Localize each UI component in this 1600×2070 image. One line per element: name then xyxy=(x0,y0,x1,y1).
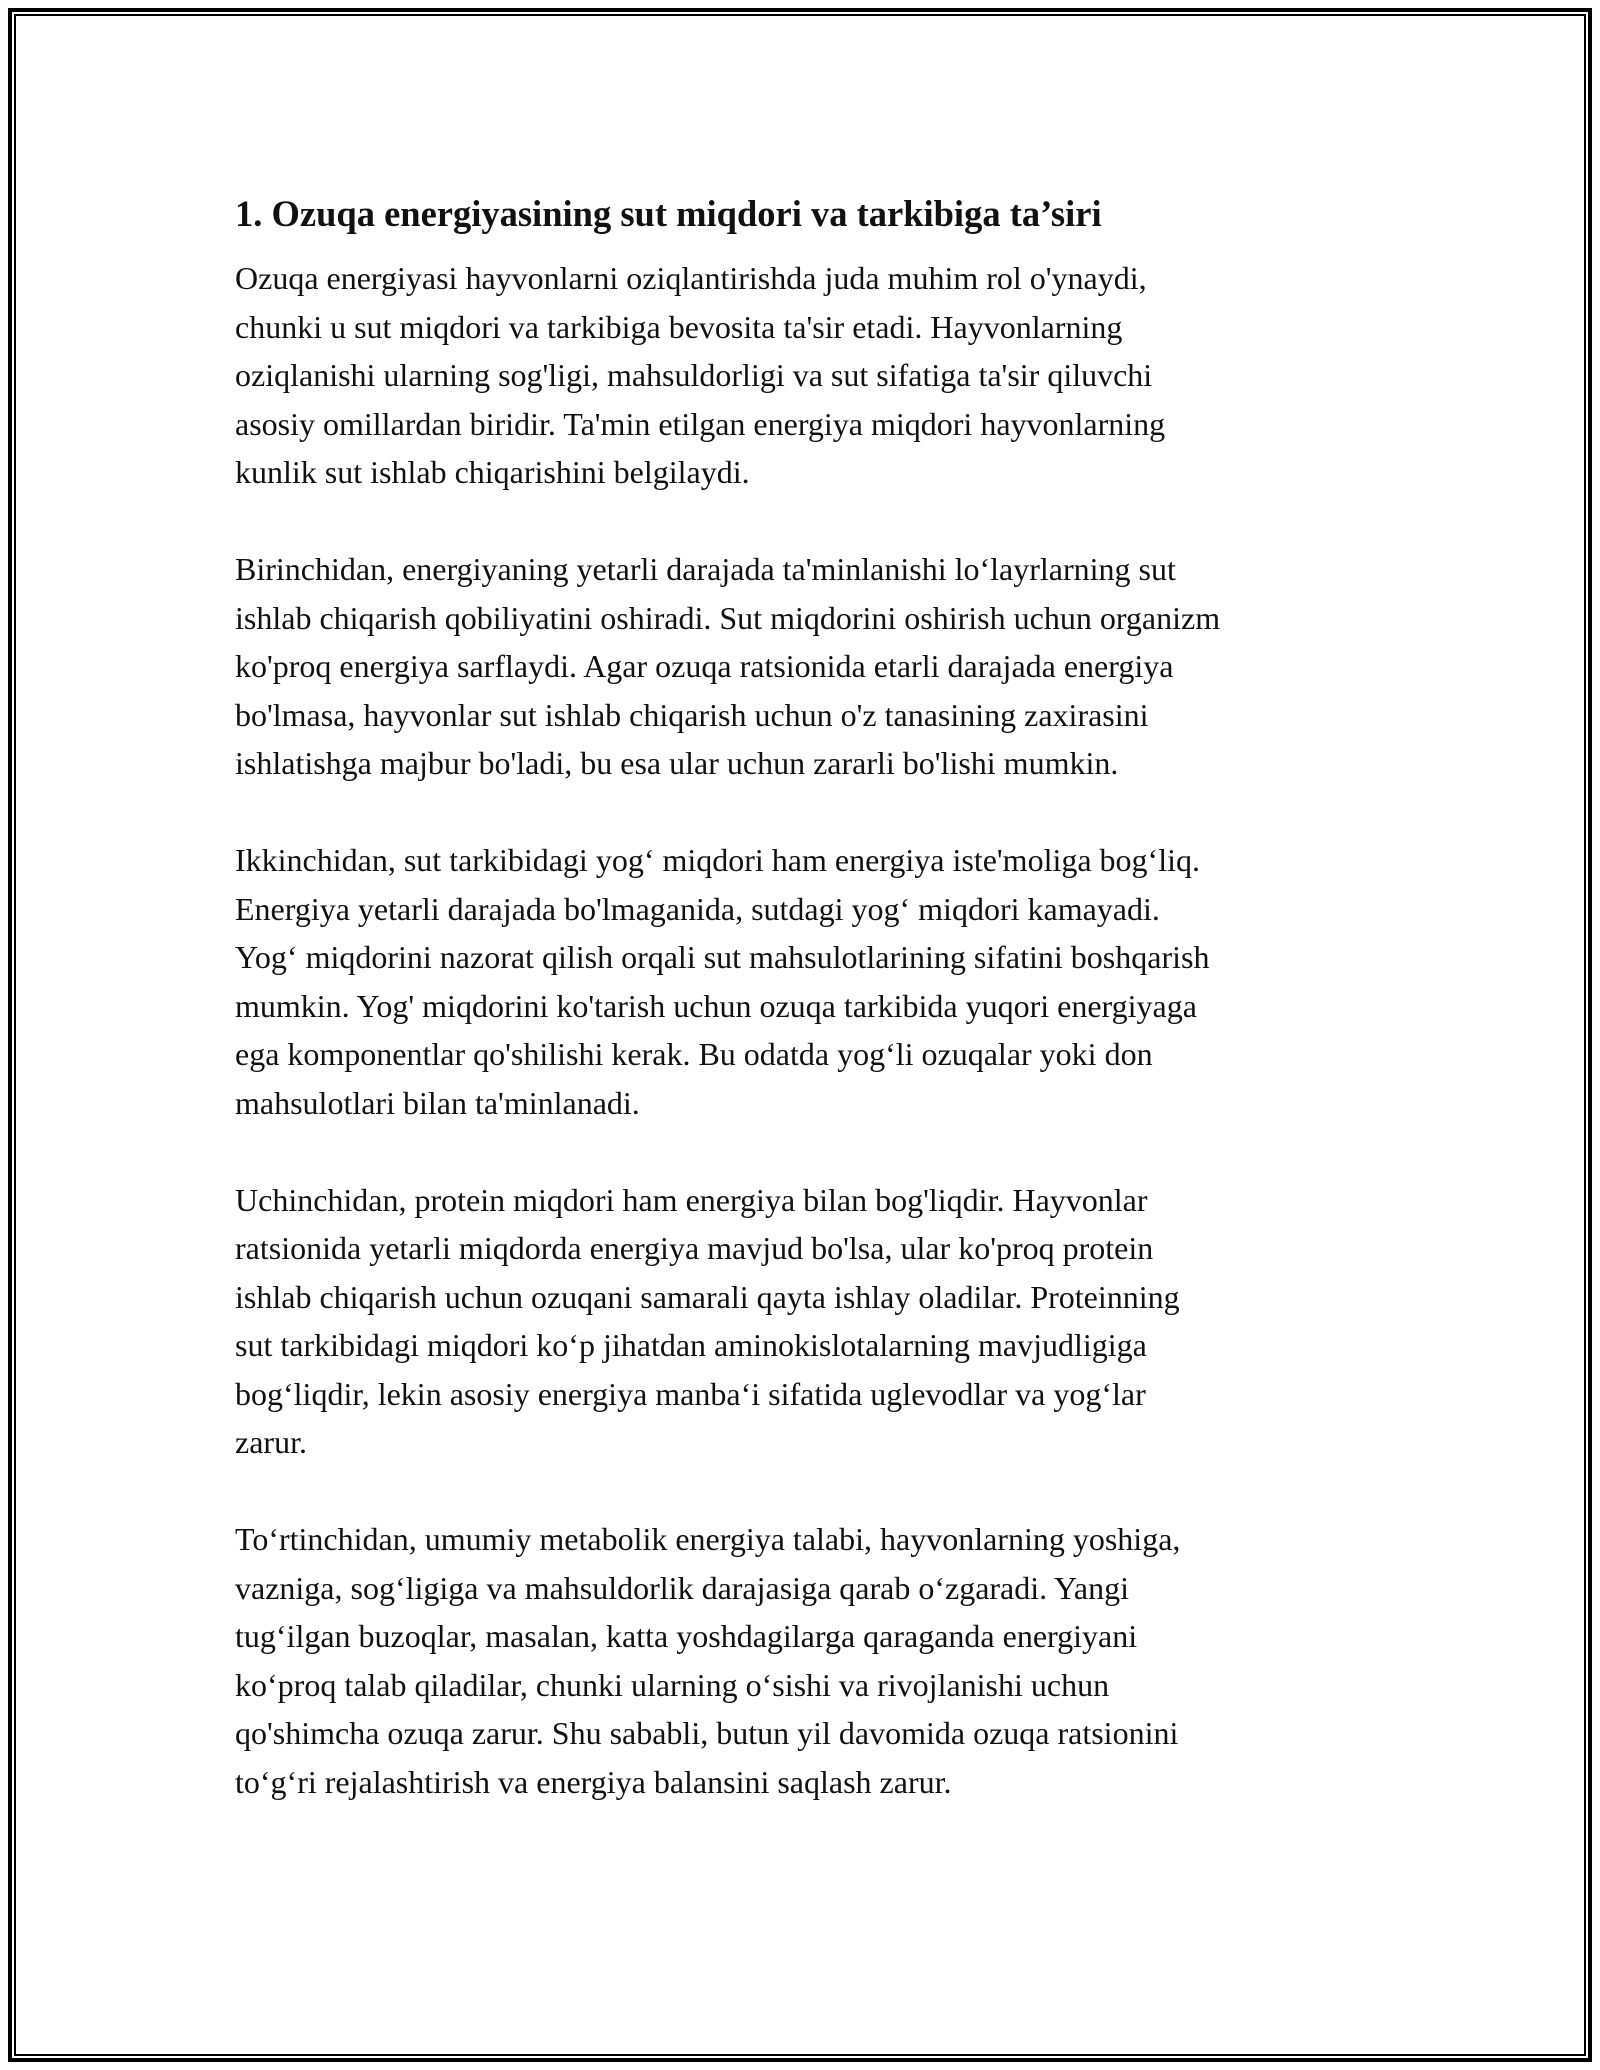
paragraph-line: Ikkinchidan, sut tarkibidagi yog‘ miqdori ham energiya iste'moliga bog‘liq. xyxy=(235,842,1200,878)
paragraph-line: Yog‘ miqdorini nazorat qilish orqali sut mahsulotlarining sifatini boshqarish xyxy=(235,939,1210,975)
paragraph-line: bo'lmasa, hayvonlar sut ishlab chiqarish uchun o'z tanasining zaxirasini xyxy=(235,696,1149,733)
paragraph-line: asosiy omillardan biridir. Ta'min etilgan energiya miqdori hayvonlarning xyxy=(235,405,1166,442)
paragraph-line: kunlik sut ishlab chiqarishini belgilaydi. xyxy=(235,454,750,490)
paragraph-line: to‘g‘ri rejalashtirish va energiya balansini saqlash zarur. xyxy=(235,1763,952,1800)
paragraph-line: sut tarkibidagi miqdori ko‘p jihatdan aminokislotalarning mavjudligiga xyxy=(235,1327,1147,1363)
paragraph-line: qo'shimcha ozuqa zarur. Shu sababli, butun yil davomida ozuqa ratsionini xyxy=(235,1715,1179,1751)
paragraph-line: zarur. xyxy=(235,1424,307,1460)
paragraph-line: ko‘proq talab qiladilar, chunki ularning o‘sishi va rivojlanishi uchun xyxy=(235,1666,1110,1703)
paragraph xyxy=(235,1515,1375,1806)
paragraph-line: mumkin. Yog' miqdorini ko'tarish uchun ozuqa tarkibida yuqori energiyaga xyxy=(235,987,1197,1024)
paragraph-line: Uchinchidan, protein miqdori ham energiya bilan bog'liqdir. Hayvonlar xyxy=(235,1181,1148,1218)
paragraph xyxy=(235,545,1375,788)
paragraph-line: Energiya yetarli darajada bo'lmaganida, sutdagi yog‘ miqdori kamayadi. xyxy=(235,890,1160,927)
paragraph-line: ishlatishga majbur bo'ladi, bu esa ular uchun zararli bo'lishi mumkin. xyxy=(235,745,1119,781)
section-heading: 1. Ozuqa energiyasining sut miqdori va tarkibiga ta’siri xyxy=(235,193,1102,234)
paragraph-line: ratsionida yetarli miqdorda energiya mavjud bo'lsa, ular ko'proq protein xyxy=(235,1230,1154,1266)
paragraph-line: chunki u sut miqdori va tarkibiga bevosita ta'sir etadi. Hayvonlarning xyxy=(235,308,1123,345)
paragraph xyxy=(235,254,1375,497)
paragraph-line: oziqlanishi ularning sog'ligi, mahsuldorligi va sut sifatiga ta'sir qiluvchi xyxy=(235,357,1153,393)
paragraph-line: ega komponentlar qo'shilishi kerak. Bu odatda yog‘li ozuqalar yoki don xyxy=(235,1036,1153,1072)
document-body xyxy=(235,186,1375,1855)
paragraph-line: ko'proq energiya sarflaydi. Agar ozuqa ratsionida etarli darajada energiya xyxy=(235,648,1174,684)
paragraph-line: ishlab chiqarish uchun ozuqani samarali qayta ishlay oladilar. Proteinning xyxy=(235,1278,1180,1315)
paragraph-line: ishlab chiqarish qobiliyatini oshiradi. Sut miqdorini oshirish uchun organizm xyxy=(235,599,1221,636)
paragraph-line: tug‘ilgan buzoqlar, masalan, katta yoshdagilarga qaraganda energiyani xyxy=(235,1618,1138,1654)
paragraph-line: vazniga, sog‘ligiga va mahsuldorlik darajasiga qarab o‘zgaradi. Yangi xyxy=(235,1569,1129,1606)
paragraph xyxy=(235,836,1375,1127)
paragraph-line: Ozuqa energiyasi hayvonlarni oziqlantirishda juda muhim rol o'ynaydi, xyxy=(235,260,1147,296)
paragraph-line: To‘rtinchidan, umumiy metabolik energiya talabi, hayvonlarning yoshiga, xyxy=(235,1521,1181,1557)
paragraph-list xyxy=(235,254,1375,1806)
paragraph-line: Birinchidan, energiyaning yetarli darajada ta'minlanishi lo‘layrlarning sut xyxy=(235,551,1176,587)
paragraph xyxy=(235,1176,1375,1467)
paragraph-line: bog‘liqdir, lekin asosiy energiya manba‘i sifatida uglevodlar va yog‘lar xyxy=(235,1375,1146,1412)
paragraph-line: mahsulotlari bilan ta'minlanadi. xyxy=(235,1084,640,1121)
